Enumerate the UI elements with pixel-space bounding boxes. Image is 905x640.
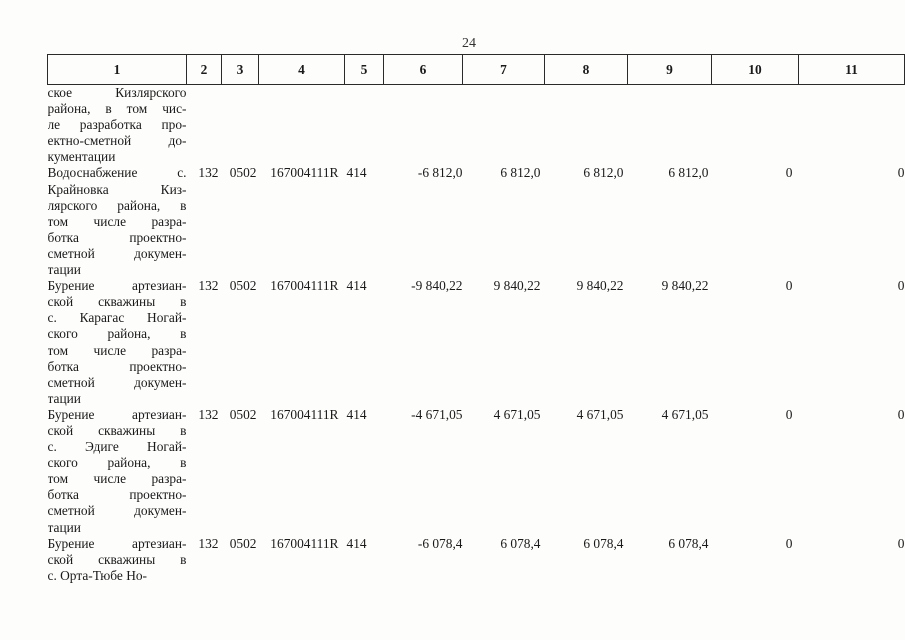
row-name-line: сметной докумен- [47,245,187,261]
row-name-line: ское Кизлярского [47,85,187,100]
row-name-line: ботка проектно- [47,229,187,245]
table-row [48,536,905,584]
row-name-line: ботка проектно- [47,487,187,503]
row-name-line: ской скважины в [47,294,187,310]
cell-c6 [384,85,463,166]
cell-c2: 132 [198,406,219,422]
row-name-line: ской скважины в [47,551,187,567]
row-name-line: ского района, в [47,326,187,342]
table-row [48,85,905,166]
row-name-cell [48,407,187,536]
cell-c10: 0 [785,165,793,181]
cell-c2: 132 [198,165,219,181]
row-name-line: Бурение артезиан- [47,278,187,294]
row-name-cell [48,536,187,584]
row-name-line: тации [47,519,81,535]
row-name-line: Водоснабжение с. [47,165,187,181]
header-col-10: 10 [712,55,799,85]
cell-c10: 0 [785,278,793,294]
header-col-4: 4 [259,55,345,85]
row-name-line: Крайновка Киз- [47,181,187,197]
cell-c10: 0 [785,406,793,422]
cell-c5: 414 [346,535,367,551]
cell-c9: 4 671,05 [661,406,709,422]
header-col-7: 7 [463,55,545,85]
cell-c2 [187,85,222,166]
row-name-cell [48,165,187,278]
header-col-1: 1 [48,55,187,85]
cell-c10: 0 [785,535,793,551]
row-name-line: сметной докумен- [47,503,187,519]
cell-c10 [712,85,799,166]
row-name-line: ской скважины в [47,422,187,438]
cell-c9: 9 840,22 [661,278,709,294]
cell-c5 [345,85,384,166]
page-number: 24 [462,36,476,51]
cell-c5: 414 [346,165,367,181]
cell-c4: 167004111R [270,535,339,551]
cell-c7: 4 671,05 [493,406,541,422]
cell-c9 [628,85,712,166]
header-col-2: 2 [187,55,222,85]
row-name-line: ботка проектно- [47,358,187,374]
cell-c8: 4 671,05 [576,406,624,422]
cell-c3: 0502 [229,535,257,551]
row-name-cell [48,278,187,407]
row-name-line: Бурение артезиан- [47,535,187,551]
table-row [48,278,905,407]
table-row [48,165,905,278]
cell-c6: -4 671,05 [411,406,463,422]
table-body [48,85,905,584]
cell-c4: 167004111R [270,406,339,422]
cell-c8: 9 840,22 [576,278,624,294]
cell-c11: 0 [897,535,905,551]
cell-c9: 6 078,4 [668,535,709,551]
cell-c11 [799,85,905,166]
cell-c2: 132 [198,535,219,551]
cell-c5: 414 [346,406,367,422]
cell-c3: 0502 [229,406,257,422]
row-name-line: том числе разра- [47,213,187,229]
cell-c3: 0502 [229,165,257,181]
cell-c7: 6 812,0 [500,165,541,181]
cell-c6: -6 812,0 [417,165,463,181]
row-name-line: лярского района, в [47,197,187,213]
header-row [48,55,905,85]
cell-c8: 6 078,4 [583,535,624,551]
cell-c8 [545,85,628,166]
row-name-line: том числе разра- [47,471,187,487]
cell-c9: 6 812,0 [668,165,709,181]
row-name-line: тации [47,390,81,406]
row-name-line: Бурение артезиан- [47,406,187,422]
row-name-line: с. Карагас Ногай- [47,310,187,326]
cell-c6: -9 840,22 [411,278,463,294]
cell-c5: 414 [346,278,367,294]
cell-c3 [222,85,259,166]
row-name-line: кументации [47,149,116,165]
cell-c4: 167004111R [270,278,339,294]
row-name-line: сметной докумен- [47,374,187,390]
row-name-line: ектно-сметной до- [47,133,187,149]
cell-c6: -6 078,4 [417,535,463,551]
row-name-line: с. Орта-Тюбе Но- [47,567,148,583]
cell-c4: 167004111R [270,165,339,181]
header-col-6: 6 [384,55,463,85]
cell-c7: 9 840,22 [493,278,541,294]
cell-c11: 0 [897,165,905,181]
cell-c7: 6 078,4 [500,535,541,551]
header-col-3: 3 [222,55,259,85]
header-col-8: 8 [545,55,628,85]
row-name-line: района, в том чис- [47,101,187,117]
cell-c8: 6 812,0 [583,165,624,181]
header-col-11: 11 [799,55,905,85]
table-row [48,407,905,536]
row-name-line: том числе разра- [47,342,187,358]
cell-c11: 0 [897,406,905,422]
cell-c7 [463,85,545,166]
row-name-line: с. Эдиге Ногай- [47,439,187,455]
header-col-5: 5 [345,55,384,85]
row-name-cell [48,85,187,166]
budget-table [47,54,905,584]
cell-c2: 132 [198,278,219,294]
row-name-line: ле разработка про- [47,117,187,133]
row-name-line: ского района, в [47,455,187,471]
cell-c4 [259,85,345,166]
cell-c3: 0502 [229,278,257,294]
row-name-line: тации [47,262,81,278]
header-col-9: 9 [628,55,712,85]
cell-c11: 0 [897,278,905,294]
